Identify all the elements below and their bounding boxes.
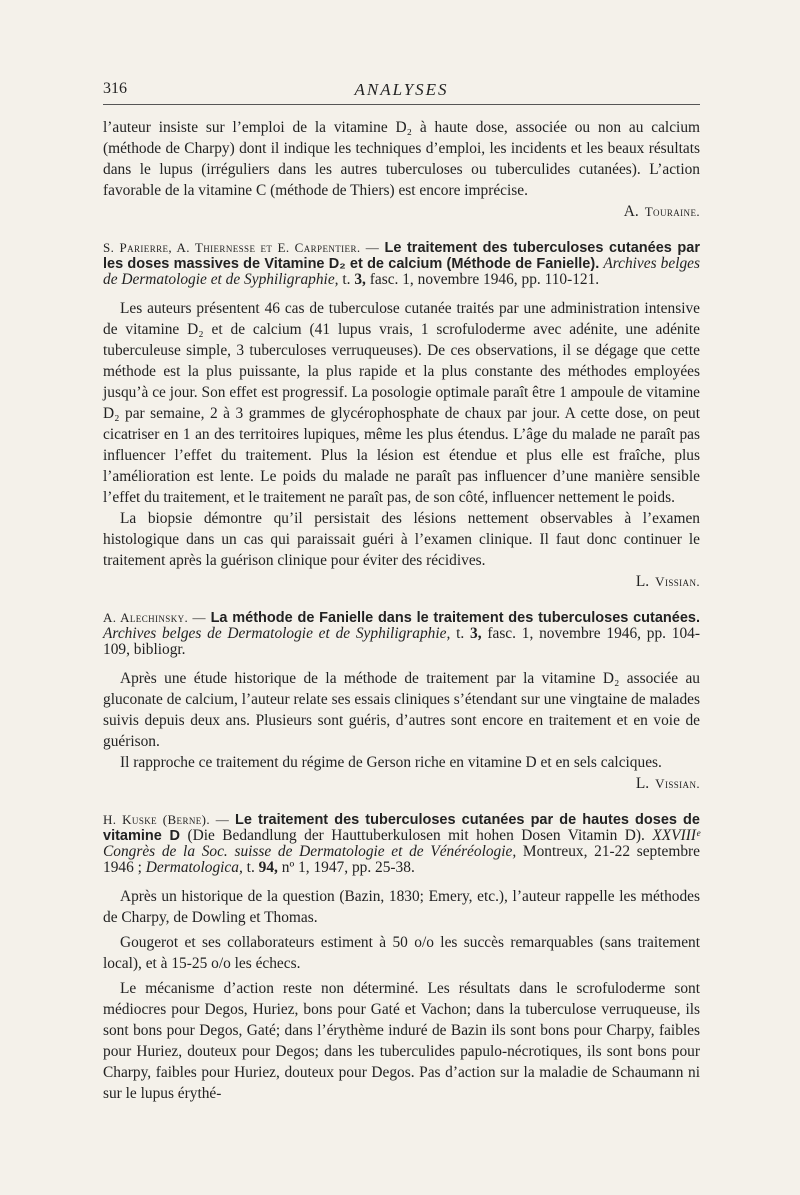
- article-1-title: Le traitement des tuberculoses cutanées par les doses massives de Vitamine D₂ et de calcium (Méthode de Fanielle).: [103, 240, 700, 272]
- article-3-volume: 94,: [258, 859, 278, 876]
- signature-name: Vissian.: [655, 776, 700, 791]
- article-1-ref-pre: t.: [342, 271, 351, 288]
- article-1-authors: S. Parierre, A. Thiernesse et E. Carpentier. —: [103, 240, 380, 255]
- article-3-paragraph-3: Le mécanisme d’action reste non déterminé. Les résultats dans le scrofuloderme sont médiocres pour Degos, Huriez, bons pour Gaté et Vachon; dans la tuberculose verruqueuse, ils sont bons pour Degos, Gaté; dans l’érythème induré de Bazin ils sont bons pour Charpy, faibles pour Huriez, douteux pour Degos; dans les tuberculides papulo-nécrotiques, ils sont bons pour Charpy, faibles pour Huriez, douteux pour Degos. Pas d’action sur la maladie de Schaumann ni sur le lupus érythé-: [103, 980, 700, 1102]
- article-3-citation: [103, 812, 700, 876]
- article-2-ref-post: fasc. 1, novembre 1946, pp. 104-109, bibliogr.: [103, 625, 700, 658]
- signature-name: Touraine.: [644, 204, 700, 219]
- article-2-volume: 3,: [470, 625, 482, 642]
- signature-initial: A.: [623, 203, 639, 220]
- article-1-signature: [103, 571, 700, 592]
- signature-initial: L.: [635, 775, 650, 792]
- page-body: [103, 117, 700, 1104]
- signature-name: Vissian.: [655, 574, 700, 589]
- page-header: [103, 78, 700, 105]
- intro-paragraph: l’auteur insiste sur l’emploi de la vitamine D₂ à haute dose, associée ou non au calcium (méthode de Charpy) dont il indique les techniques d’emploi, les incidents et les beaux résultats dans le lupus (irréguliers dans les autres tuberculoses ou tuberculides cutanées). L’action favorable de la vitamine C (méthode de Thiers) est encore imprécise.: [103, 119, 700, 199]
- intro-signature: [103, 201, 700, 222]
- article-2-authors: A. Alechinsky. —: [103, 610, 206, 625]
- article-2-journal: Archives belges de Dermatologie et de Syphiligraphie,: [103, 625, 451, 642]
- article-2: [103, 610, 700, 794]
- article-3: [103, 812, 700, 1104]
- article-3-german-title: (Die Bedandlung der Hauttuberkulosen mit hohen Dosen Vitamin D).: [187, 827, 645, 844]
- article-3-journal: Dermatologica,: [145, 859, 243, 876]
- running-title: ANALYSES: [354, 80, 449, 99]
- article-3-place: Montreux, 21-22 septembre 1946 ;: [103, 843, 700, 876]
- article-2-paragraph-1: Après une étude historique de la méthode de traitement par la vitamine D₂ associée au gluconate de calcium, l’auteur relate ses essais cliniques s’étendant sur une vingtaine de malades suivis depuis deux ans. Plusieurs sont guéris, d’autres sont encore en traitement et en voie de guérison.: [103, 670, 700, 750]
- article-1-journal: Archives belges de Dermatologie et de Syphiligraphie,: [103, 255, 700, 288]
- article-2-paragraph-2: Il rapproche ce traitement du régime de Gerson riche en vitamine D et en sels calciques.: [120, 754, 662, 771]
- article-1-volume: 3,: [354, 271, 366, 288]
- page-number: 316: [103, 80, 127, 97]
- article-1: [103, 240, 700, 592]
- article-2-ref-pre: t.: [456, 625, 465, 642]
- article-2-signature: [103, 773, 700, 794]
- article-3-authors: H. Kuske (Berne). —: [103, 812, 230, 827]
- article-2-citation: [103, 610, 700, 658]
- article-3-title: Le traitement des tuberculoses cutanées par de hautes doses de vitamine D: [103, 812, 700, 844]
- article-3-congress: XXVIIIᵉ Congrès de la Soc. suisse de Dermatologie et de Vénéréologie,: [103, 827, 700, 860]
- article-1-ref-post: fasc. 1, novembre 1946, pp. 110-121.: [369, 271, 600, 288]
- article-3-paragraph-2: Gougerot et ses collaborateurs estiment à 50 o/o les succès remarquables (sans traitement local), et à 15-25 o/o les échecs.: [103, 934, 700, 972]
- article-3-ref-pre: t.: [246, 859, 255, 876]
- article-3-ref-post: nº 1, 1947, pp. 25-38.: [281, 859, 415, 876]
- article-1-paragraph-1: Les auteurs présentent 46 cas de tuberculose cutanée traités par une administration intensive de vitamine D₂ et de calcium (41 lupus vrais, 1 scrofuloderme avec adénite, une adénite tuberculeuse simple, 3 tuberculoses verruqueuses). De ces observations, il se dégage que cette méthode est la plus puissante, la plus rapide et la plus constante des méthodes employées jusqu’à ce jour. Son effet est progressif. La posologie optimale paraît être 1 ampoule de vitamine D₂ par semaine, 2 à 3 grammes de glycérophosphate de chaux par jour. A cette dose, on peut cicatriser en 1 an des territoires lupiques, même les plus étendus. L’âge du malade ne paraît pas influencer l’effet du traitement. Plus la lésion est étendue et plus elle est fraîche, plus l’amélioration est lente. Le poids du malade ne paraît pas influencer d’une manière sensible l’effet du traitement, et le traitement ne paraît pas, de son côté, influencer nettement le poids.: [103, 300, 700, 506]
- signature-initial: L.: [635, 573, 650, 590]
- article-1-citation: [103, 240, 700, 288]
- article-1-paragraph-2: La biopsie démontre qu’il persistait des lésions nettement observables à l’examen histologique dans un cas qui paraissait guéri à l’examen clinique. Il faut donc continuer le traitement après la guérison clinique pour éviter des récidives.: [103, 510, 700, 569]
- article-3-paragraph-1: Après un historique de la question (Bazin, 1830; Emery, etc.), l’auteur rappelle les méthodes de Charpy, de Dowling et Thomas.: [103, 888, 700, 926]
- article-2-title: La méthode de Fanielle dans le traitement des tuberculoses cutanées.: [210, 610, 700, 626]
